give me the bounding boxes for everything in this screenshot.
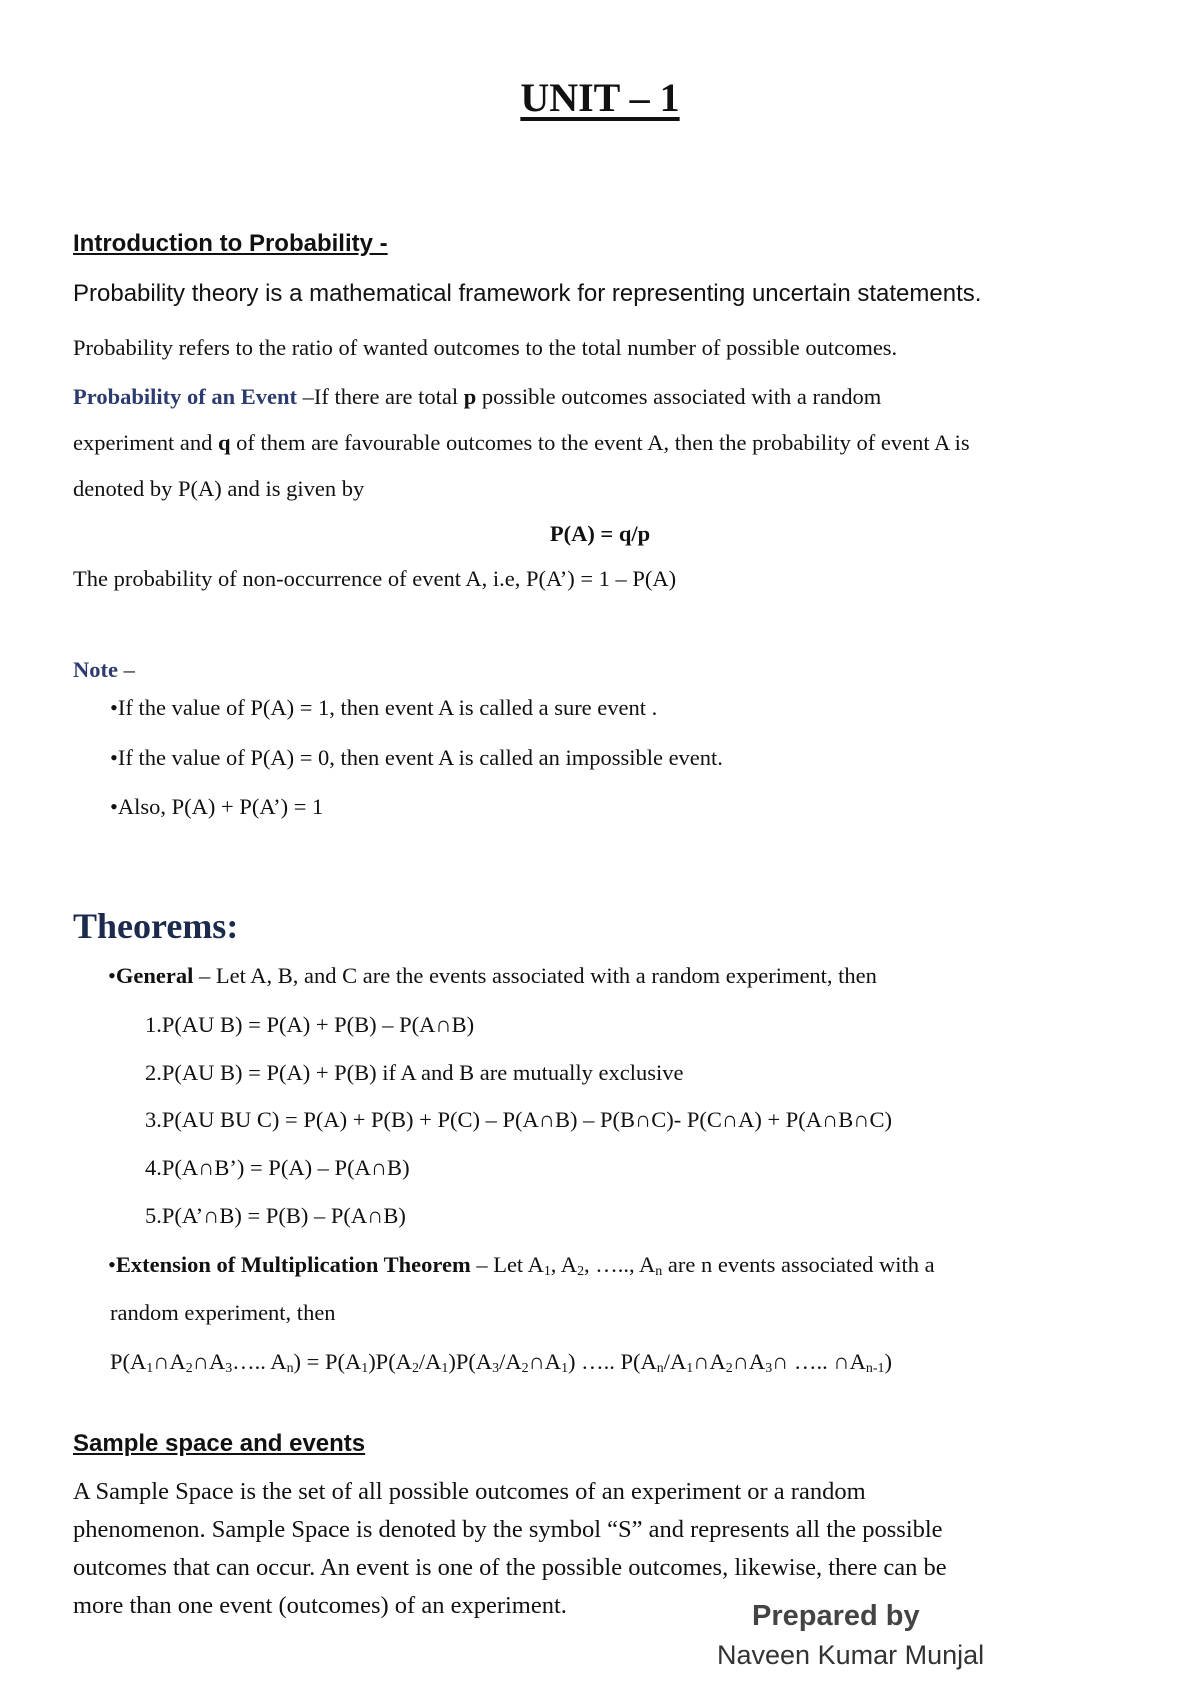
intro-line-2: Probability refers to the ratio of wanted outcomes to the total number of possible outcomes. [73,335,898,360]
sample-line-1: A Sample Space is the set of all possible outcomes of an experiment or a random [73,1478,866,1505]
extension-formula: $P(A_1\cap A_2\cap A_3\dots$.. $A_n$) = $P(A_1)P(A_2/A_1)P(A_3/A_2\cap A_1)$ ….. $P(A_n/A_1\cap A_2\cap A_3\cap$ ….. $\cap A_{n-1}$) [110,1349,892,1377]
theorem-item-2: 2.P(AU B) = P(A) + P(B) if A and B are mutually exclusive [145,1060,684,1085]
ext-text: – Let $A_1$, $A_2$, ….., $A_n$ are n events associated with a [470,1252,935,1280]
note-bullet-2: •If the value of P(A) = 0, then event A is called an impossible event. [110,745,723,770]
general-theorem-line [108,963,877,989]
intro-line-1: Probability theory is a mathematical framework for representing uncertain statements. [73,280,982,307]
theorem-item-1: 1.P(AU B) = P(A) + P(B) – P(A∩B) [145,1012,475,1037]
event-definition-line-1 [73,384,881,410]
general-label: General [115,963,194,988]
note-label: Note [73,657,118,682]
theorems-heading: Theorems: [73,906,239,946]
event-p: p [463,384,477,409]
event-definition-line-2 [73,430,970,456]
theorem-item-5: 5.P(A’∩B) = P(B) – P(A∩B) [145,1203,406,1228]
author-name: Naveen Kumar Munjal [717,1640,985,1670]
sample-line-3: outcomes that can occur. An event is one of the possible outcomes, likewise, there can be [73,1554,947,1581]
probability-formula: P(A) = q/p [549,521,651,546]
theorem-item-4: 4.P(A∩B’) = P(A) – P(A∩B) [145,1155,410,1180]
sample-line-2: phenomenon. Sample Space is denoted by the symbol “S” and represents all the possible [73,1516,943,1543]
prepared-by-label: Prepared by [752,1600,920,1632]
event-text-a: –If there are total [296,384,464,409]
page-title: UNIT – 1 [520,75,680,120]
general-text: – Let A, B, and C are the events associated with a random experiment, then [193,963,877,988]
intro-heading: Introduction to Probability - [73,230,388,257]
note-bullet-3: •Also, P(A) + P(A’) = 1 [110,794,324,819]
ext-bullet: • [108,1252,116,1277]
note-heading [73,657,135,683]
event-text-b: possible outcomes associated with a random [476,384,882,409]
extension-line-2: random experiment, then [110,1300,336,1325]
ext-label: Extension of Multiplication Theorem [115,1252,471,1277]
general-bullet: • [108,963,116,988]
theorem-item-3: 3.P(AU BU C) = P(A) + P(B) + P(C) – P(A∩B) – P(B∩C)- P(C∩A) + P(A∩B∩C) [145,1107,893,1132]
non-occurrence-line: The probability of non-occurrence of event A, i.e, P(A’) = 1 – P(A) [73,566,677,591]
note-bullet-1: •If the value of P(A) = 1, then event A is called a sure event . [110,695,658,720]
event-definition-line-3: denoted by P(A) and is given by [73,476,365,501]
event-label: Probability of an Event [73,384,297,409]
note-dash: – [117,657,135,682]
line4-a: experiment and [73,430,218,455]
extension-theorem-line [108,1252,935,1278]
line4-b: of them are favourable outcomes to the event A, then the probability of event A is [230,430,970,455]
line4-q: q [217,430,231,455]
sample-space-heading: Sample space and events [73,1430,366,1457]
sample-line-4: more than one event (outcomes) of an experiment. [73,1592,567,1619]
